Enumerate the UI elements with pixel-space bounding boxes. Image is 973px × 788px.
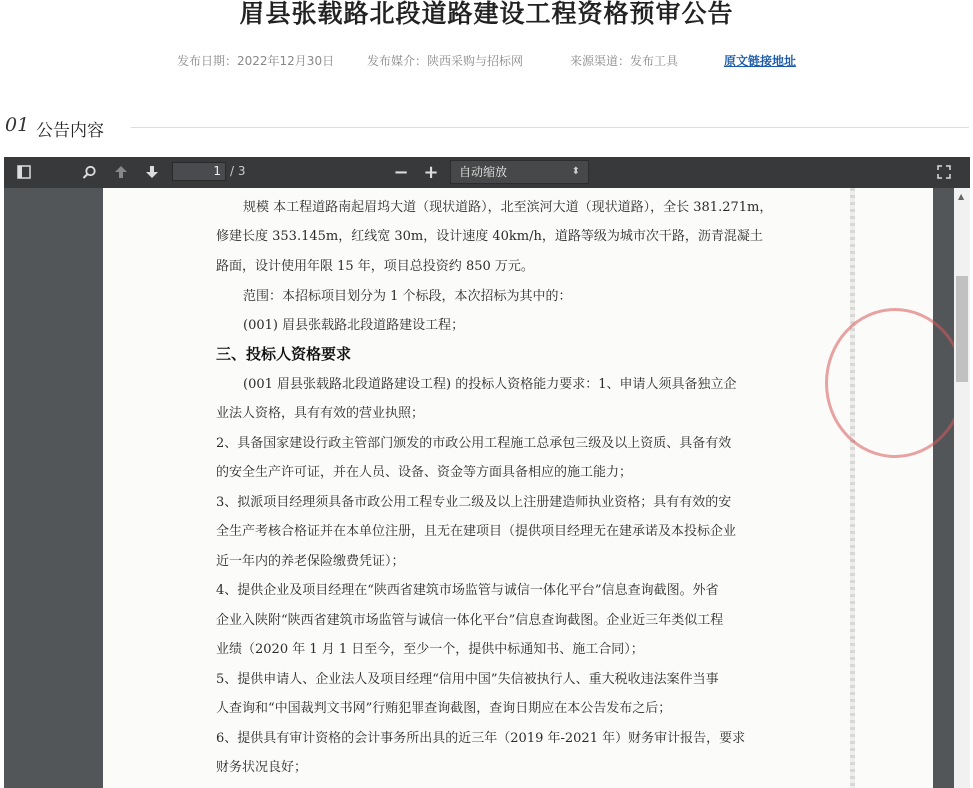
original-link[interactable]: 原文链接地址 (724, 54, 797, 68)
minus-icon: − (393, 161, 409, 183)
viewer-scrollbar[interactable] (954, 188, 970, 788)
doc-line: 企业入陕附“陕西省建筑市场监管与诚信一体化平台”信息查询截图。企业近三年类似工程 (216, 613, 724, 628)
doc-line: 6、提供具有审计资格的会计事务所出具的近三年（2019 年-2021 年）财务审计报告，要求 (216, 731, 746, 746)
doc-line: 2、具备国家建设行政主管部门颁发的市政公用工程施工总承包三级及以上资质、具备有效 (216, 436, 732, 451)
zoom-value: 自动缩放 (459, 165, 508, 179)
scroll-up-icon[interactable]: ▲ (958, 192, 965, 201)
page-number-input[interactable]: 1 (172, 162, 226, 181)
page-scan-edge (850, 188, 855, 788)
fullscreen-icon[interactable] (935, 162, 953, 182)
doc-line: 路面，设计使用年限 15 年，项目总投资约 850 万元。 (216, 259, 534, 274)
pdf-page (103, 188, 933, 788)
search-icon[interactable] (80, 162, 98, 182)
doc-line: (001 眉县张载路北段道路建设工程) 的投标人资格能力要求：1、申请人须具备独立企 (243, 377, 737, 392)
arrow-down-icon[interactable] (143, 162, 161, 182)
arrow-up-icon[interactable] (112, 162, 130, 182)
doc-line: (001) 眉县张载路北段道路建设工程； (243, 318, 465, 333)
doc-heading: 三、投标人资格要求 (216, 345, 352, 363)
section-number: 01 (5, 114, 30, 136)
publish-date: 发布日期：2022年12月30日 (177, 54, 335, 68)
doc-line: 5、提供申请人、企业法人及项目经理“信用中国”失信被执行人、重大税收违法案件当事 (216, 672, 719, 687)
zoom-out-button[interactable] (392, 162, 410, 182)
plus-icon: + (423, 161, 439, 183)
pdf-viewer (4, 157, 970, 788)
doc-line: 业绩（2020 年 1 月 1 日至今，至少一个，提供中标通知书、施工合同）； (216, 642, 644, 657)
doc-line: 3、拟派项目经理须具备市政公用工程专业二级及以上注册建造师执业资格；具有有效的安 (216, 495, 732, 510)
page-total: / 3 (230, 164, 246, 178)
page-title: 眉县张载路北段道路建设工程资格预审公告 (239, 0, 734, 28)
doc-line: 4、提供企业及项目经理在“陕西省建筑市场监管与诚信一体化平台”信息查询截图。外省 (216, 583, 719, 598)
red-seal-stamp (825, 308, 965, 458)
chevron-icon: ⬍ (571, 166, 580, 177)
doc-line: 人查询和“中国裁判文书网”行贿犯罪查询截图，查询日期应在本公告发布之后； (216, 701, 672, 716)
sidebar-toggle-icon[interactable] (16, 162, 32, 182)
doc-line: 修建长度 353.145m，红线宽 30m，设计速度 40km/h，道路等级为城市次干路，沥青混凝土 (216, 229, 763, 244)
pdf-toolbar (4, 157, 970, 188)
doc-line: 业法人资格，具有有效的营业执照； (216, 406, 425, 421)
doc-line: 的安全生产许可证，并在人员、设备、资金等方面具备相应的施工能力； (216, 465, 633, 480)
doc-line: 范围：本招标项目划分为 1 个标段，本次招标为其中的： (243, 289, 572, 304)
section-label: 公告内容 (36, 121, 104, 141)
doc-line: 规模 本工程道路南起眉坞大道（现状道路），北至滨河大道（现状道路），全长 381.271m， (243, 200, 773, 215)
scrollbar-thumb[interactable] (956, 276, 968, 382)
section-divider (131, 127, 969, 128)
zoom-in-button[interactable] (422, 162, 440, 182)
article-meta (0, 52, 973, 70)
doc-line: 近一年内的养老保险缴费凭证）； (216, 554, 405, 569)
doc-line: 财务状况良好； (216, 760, 308, 775)
doc-line: 全生产考核合格证并在本单位注册，且无在建项目（提供项目经理无在建承诺及本投标企业 (216, 524, 737, 539)
zoom-select[interactable] (450, 160, 589, 184)
publish-media: 发布媒介：陕西采购与招标网 (367, 54, 524, 68)
source-channel: 来源渠道：发布工具 (570, 54, 679, 68)
